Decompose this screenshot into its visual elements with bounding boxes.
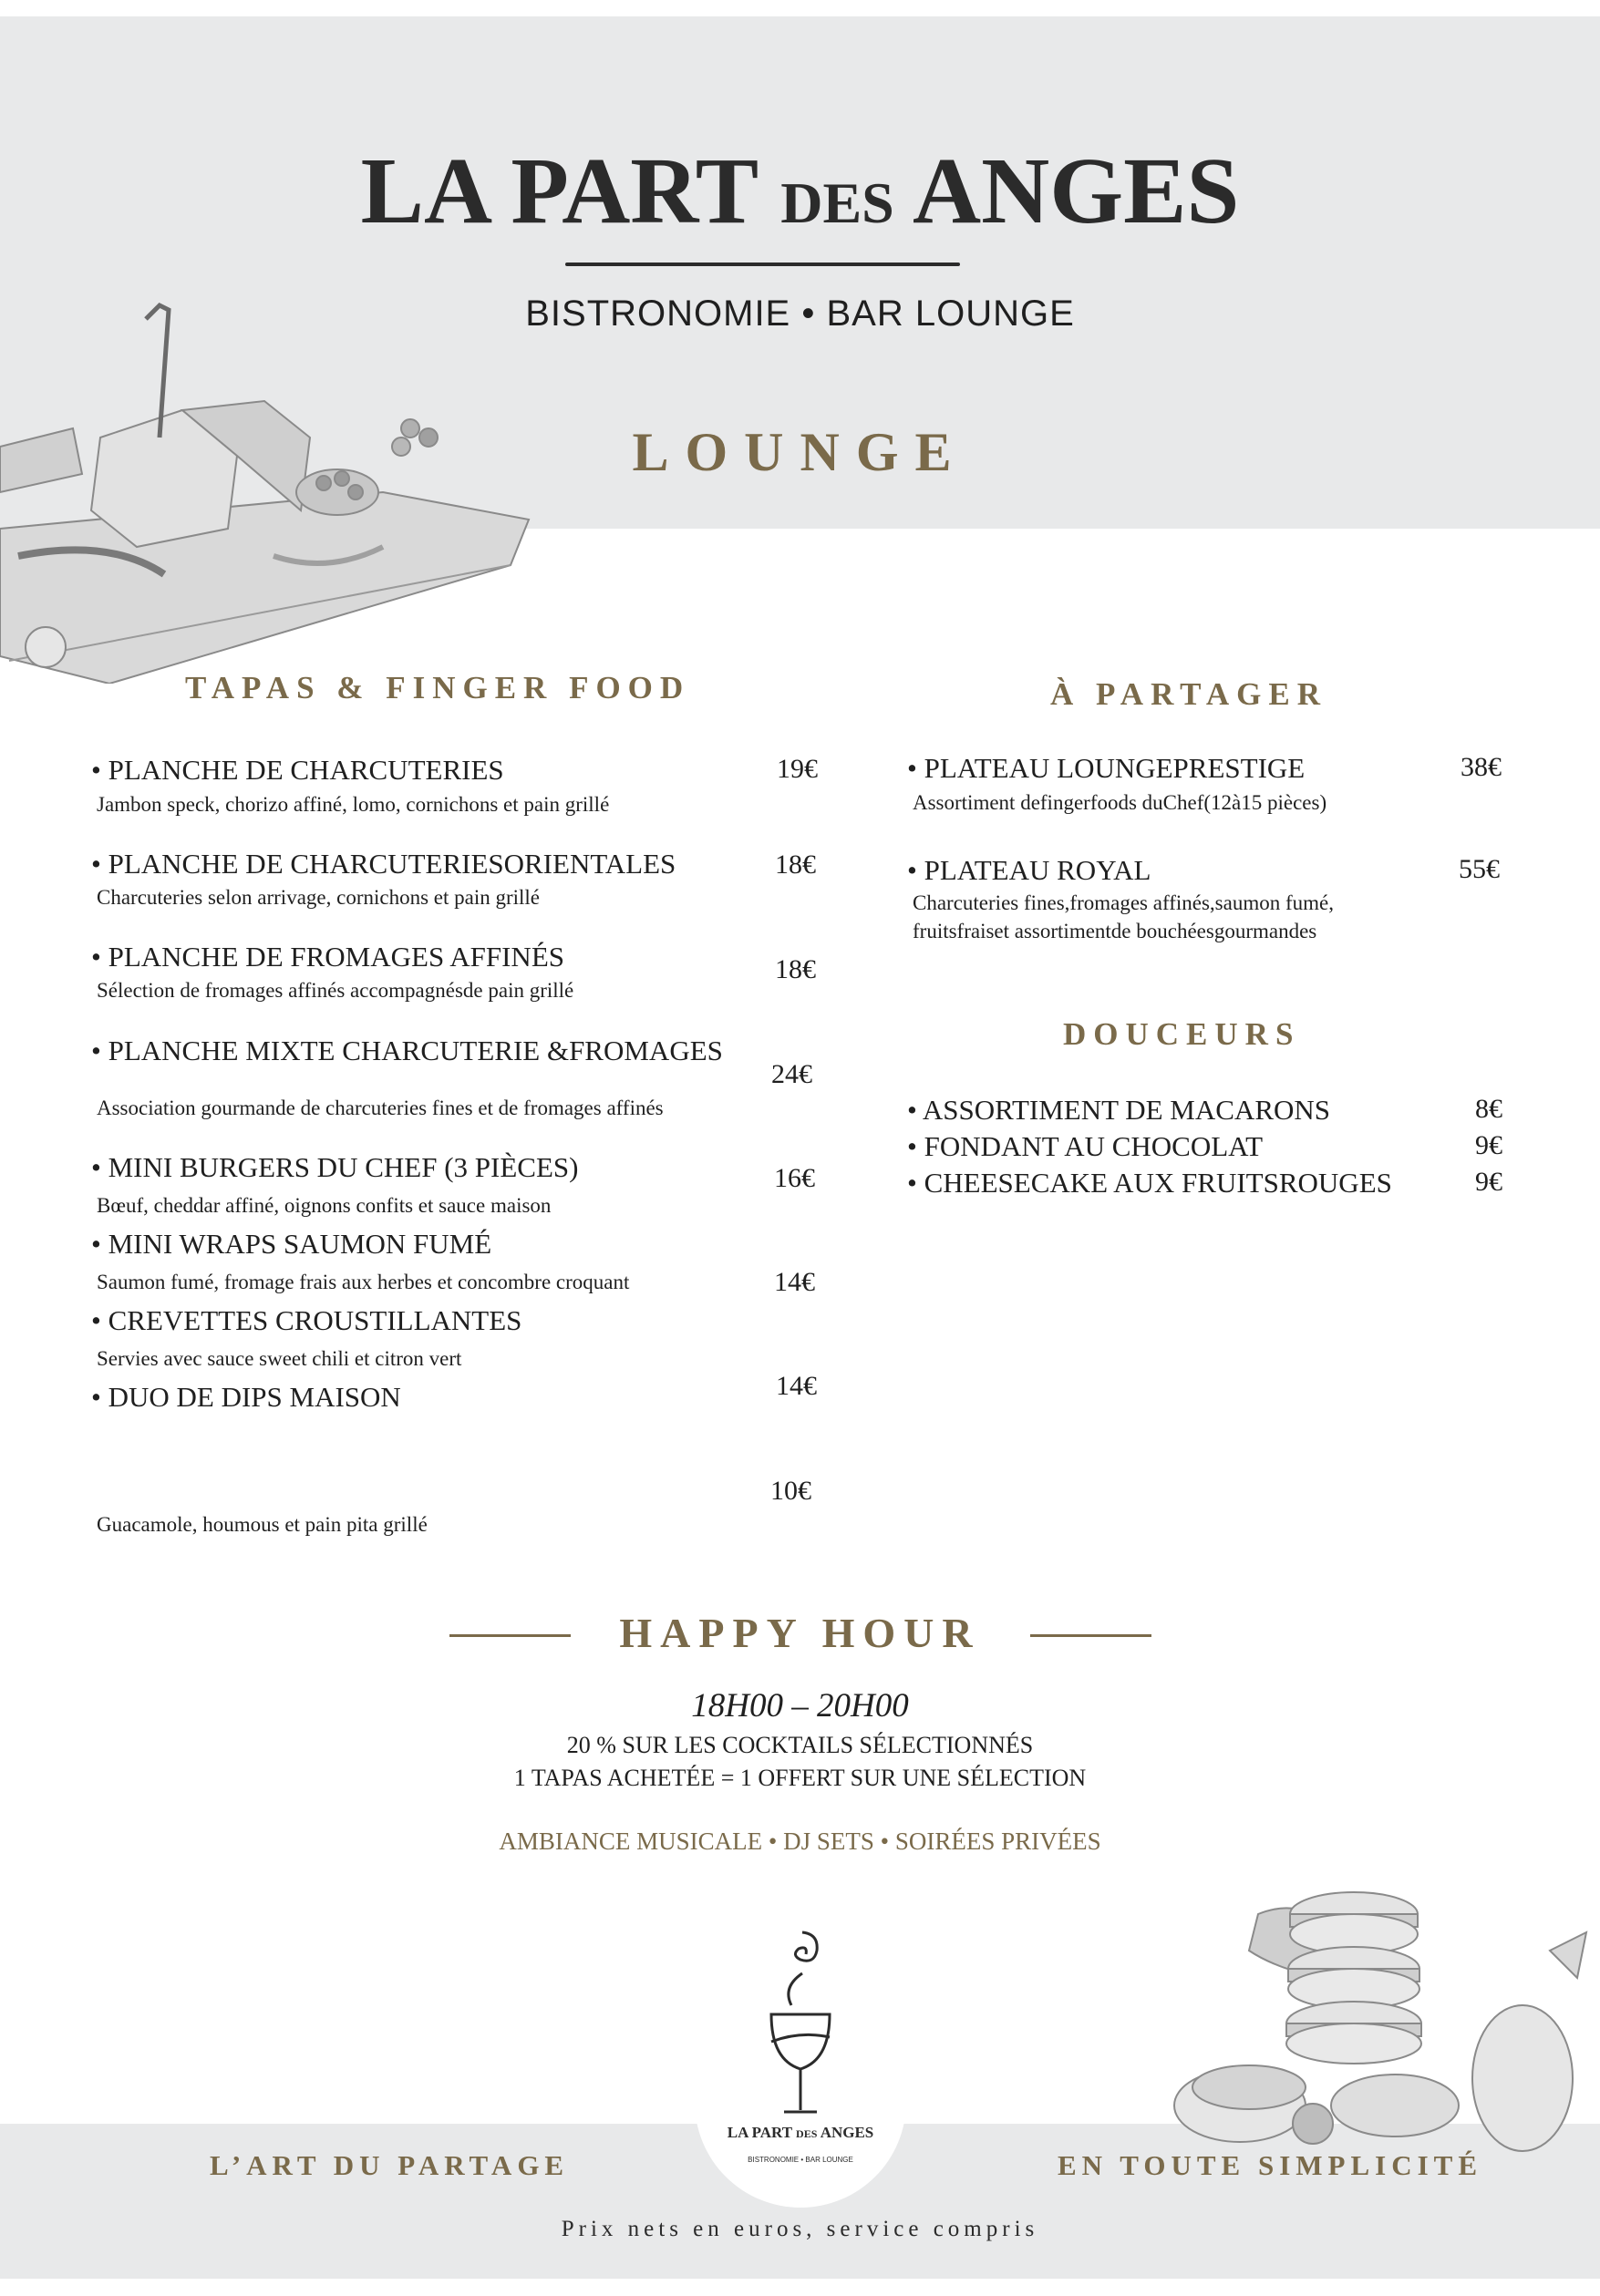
partager-title: À PARTAGER: [1050, 676, 1327, 712]
logo-name-small: DES: [796, 2127, 818, 2140]
charcuterie-board-illustration: [0, 301, 538, 684]
footer-tag-left: L’ART DU PARTAGE: [210, 2149, 570, 2181]
partager-item-price: 55€: [1459, 854, 1500, 884]
section-title: LOUNGE: [632, 422, 968, 482]
douceurs-item-price: 9€: [1475, 1167, 1502, 1197]
tapas-item-name: • PLANCHE MIXTE CHARCUTERIE &FROMAGES: [91, 1035, 723, 1066]
partager-item-name: • PLATEAU ROYAL: [907, 854, 1151, 886]
tapas-item-desc: Saumon fumé, fromage frais aux herbes et concombre croquant: [97, 1271, 630, 1293]
tapas-item-price: 16€: [774, 1163, 815, 1193]
partager-item-desc: Charcuteries fines,fromages affinés,saumon fumé,: [913, 891, 1334, 914]
tapas-item-price: 10€: [770, 1476, 811, 1506]
tapas-item-desc: Jambon speck, chorizo affiné, lomo, cornichons et pain grillé: [97, 793, 610, 816]
douceurs-item-name: • CHEESECAKE AUX FRUITSROUGES: [907, 1167, 1392, 1199]
douceurs-item-name: • FONDANT AU CHOCOLAT: [907, 1130, 1264, 1162]
logo-name: [695, 2124, 906, 2142]
douceurs-title: DOUCEURS: [1063, 1016, 1301, 1052]
tapas-item-price: 14€: [776, 1371, 817, 1401]
tapas-item-desc: Bœuf, cheddar affiné, oignons confits et sauce maison: [97, 1194, 552, 1217]
tapas-item-name: • PLANCHE DE CHARCUTERIESORIENTALES: [91, 848, 676, 880]
wine-glass-icon: [764, 1923, 837, 2124]
douceurs-item-name: • ASSORTIMENT DE MACARONS: [907, 1094, 1331, 1126]
brand-title-small: DES: [780, 170, 894, 235]
happy-hour-time: 18H00 – 20H00: [691, 1687, 909, 1725]
brand-title: [0, 137, 1600, 245]
ambiance-line: AMBIANCE MUSICALE • DJ SETS • SOIRÉES PRIVÉES: [499, 1828, 1101, 1855]
logo-name-part2: ANGES: [820, 2124, 874, 2141]
tapas-item-price: 19€: [777, 754, 818, 784]
happy-hour-line2: 1 TAPAS ACHETÉE = 1 OFFERT SUR UNE SÉLECTION: [513, 1765, 1087, 1791]
tapas-item-desc: Association gourmande de charcuteries fines et de fromages affinés: [97, 1097, 664, 1119]
tapas-title: TAPAS & FINGER FOOD: [185, 670, 691, 705]
tapas-item-desc: Servies avec sauce sweet chili et citron vert: [97, 1347, 462, 1370]
happy-hour-line1: 20 % SUR LES COCKTAILS SÉLECTIONNÉS: [566, 1732, 1034, 1758]
tapas-item-name: • PLANCHE DE CHARCUTERIES: [91, 754, 504, 786]
partager-item-price: 38€: [1461, 752, 1502, 782]
tapas-item-price: 18€: [775, 849, 816, 880]
douceurs-item-price: 8€: [1475, 1094, 1502, 1124]
tapas-item-name: • CREVETTES CROUSTILLANTES: [91, 1304, 522, 1336]
brand-subtitle: BISTRONOMIE • BAR LOUNGE: [525, 293, 1075, 334]
tapas-item-name: • PLANCHE DE FROMAGES AFFINÉS: [91, 941, 564, 973]
tapas-item-name: • MINI BURGERS DU CHEF (3 PIÈCES): [91, 1151, 579, 1183]
title-divider: [565, 263, 960, 266]
tapas-item-price: 18€: [775, 954, 816, 984]
tapas-item-desc: Sélection de fromages affinés accompagnésde pain grillé: [97, 979, 574, 1002]
happy-hour-title: HAPPY HOUR: [619, 1610, 981, 1656]
brand-title-part2: ANGES: [913, 139, 1240, 243]
partager-item-name: • PLATEAU LOUNGEPRESTIGE: [907, 752, 1306, 784]
tapas-item-price: 14€: [774, 1267, 815, 1297]
logo-name-part1: LA PART: [727, 2124, 792, 2141]
tapas-item-desc: Charcuteries selon arrivage, cornichons et pain grillé: [97, 886, 541, 909]
footer-note: Prix nets en euros, service compris: [561, 2217, 1039, 2241]
brand-title-part1: LA PART: [360, 139, 758, 243]
douceurs-item-price: 9€: [1475, 1130, 1502, 1160]
footer-tag-right: EN TOUTE SIMPLICITÉ: [1058, 2149, 1483, 2181]
macarons-illustration: [1167, 1878, 1595, 2169]
tapas-item-desc: Guacamole, houmous et pain pita grillé: [97, 1513, 428, 1536]
partager-item-desc: fruitsfraiset assortimentde bouchéesgourmandes: [913, 920, 1317, 942]
logo-subtitle: BISTRONOMIE • BAR LOUNGE: [748, 2156, 853, 2164]
partager-item-desc: Assortiment defingerfoods duChef(12à15 pièces): [913, 791, 1327, 814]
tapas-item-name: • DUO DE DIPS MAISON: [91, 1381, 401, 1413]
tapas-item-name: • MINI WRAPS SAUMON FUMÉ: [91, 1228, 492, 1260]
tapas-item-price: 24€: [771, 1059, 812, 1089]
